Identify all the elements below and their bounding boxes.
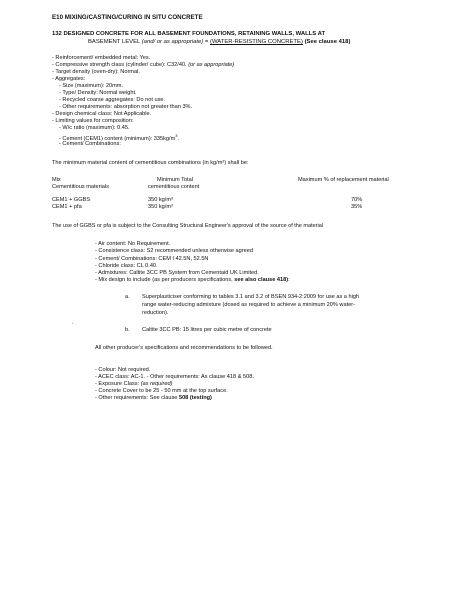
spec-line: - Aggregates: <box>52 76 86 82</box>
final-italic: (as required) <box>140 381 173 387</box>
spec-text: - Compressive strength class (cylinder/ cube): C32/40. <box>52 62 187 68</box>
final-text: - Other requirements: See clause <box>95 395 178 401</box>
list-item-b-line1: Caltite 3CC PB: 15 litres per cubic metre of concrete <box>142 327 272 333</box>
spec-line: - Reinforcement/ embedded metal: Yes. <box>52 55 151 61</box>
spec-subline: - Recycled coarse aggregates: Do not use. <box>59 97 166 103</box>
min-content-text: The minimum material content of cementitious combinations (in kg/m³) shall be: <box>52 160 249 166</box>
final-text: - Exposure Class: <box>95 381 140 387</box>
spec-subline: - Size (maximum): 20mm. <box>59 83 124 89</box>
spec-line: - Target density (oven-dry): Normal. <box>52 69 140 75</box>
clause-heading-pre: BASEMENT LEVEL <box>88 39 141 45</box>
spec-italic: (or as appropriate) <box>188 62 235 68</box>
table-header-min: Minimum Total <box>157 177 193 183</box>
spec-subline: - Other requirements: absorption not greater than 3%. <box>59 104 193 110</box>
table-cell-mix: CEM1 + GGBS <box>52 197 91 203</box>
ggbs-text: The use of GGBS or pfa is subject to the Consulting Structural Engineer's approval of the source of the material <box>52 223 323 229</box>
clause-heading-italic: (and/ or as appropriate) <box>141 39 204 45</box>
final-line <box>95 395 212 402</box>
table-header-mix: Mix <box>52 177 61 183</box>
spec-superscript: 3 <box>175 133 178 138</box>
additional-line: - Chloride class: CL 0.40. <box>95 263 158 269</box>
list-item-a-line1: Superplasticiser conforming to tables 3.1 and 3.2 of BSEN 934-2:2009 for use as a high <box>142 294 360 300</box>
producers-text: All other producer's specifications and recommendations to be followed. <box>95 345 273 351</box>
additional-line <box>95 277 290 284</box>
final-line: - Concrete Cover to be 25 - 50 mm at the top surface. <box>95 388 228 394</box>
additional-text: : <box>288 277 290 283</box>
table-cell-min: 350 kg/m³ <box>148 197 173 203</box>
document-title: E10 MIXING/CASTING/CURING IN SITU CONCRETE <box>52 14 203 21</box>
final-line: - Colour: Not required. <box>95 367 151 373</box>
table-cell-min: 350 kg/m³ <box>148 204 173 210</box>
spec-text: - Cement (CEM1) content (minimum): 335kg/m <box>59 135 176 142</box>
additional-line: - Air content: No Requirement. <box>95 241 171 247</box>
table-header-min-sub: cementitious content <box>148 184 200 190</box>
spec-subline: - Cement/ Combinations: <box>59 141 121 147</box>
spec-line: - Limiting values for composition: <box>52 118 134 124</box>
table-cell-max: 70% <box>351 197 363 203</box>
additional-line: - Admixtures: Caltite 3CC PB System from Cementaid UK Limited. <box>95 270 259 276</box>
list-item-a-line3: reduction). <box>142 310 169 316</box>
table-header-max: Maximum % of replacement material <box>298 177 389 183</box>
spec-text: . <box>177 135 180 142</box>
additional-line: - Consistence class: S2 recommended unless otherwise agreed <box>95 248 253 254</box>
table-cell-max: 35% <box>351 204 363 210</box>
final-bold: 508 (testing) <box>178 395 212 401</box>
clause-heading-underline: (WATER-RESISTING CONCRETE) <box>209 39 303 45</box>
spec-subline: - Type/ Density: Normal weight. <box>59 90 137 96</box>
additional-line: - Cement/ Combinations: CEM I 42.5N, 52.5N <box>95 256 209 262</box>
list-marker-a: a. <box>125 294 130 300</box>
clause-heading-eq: = <box>203 39 210 45</box>
clause-heading-line1: 132 DESIGNED CONCRETE FOR ALL BASEMENT FOUNDATIONS, RETAINING WALLS, WALLS AT <box>52 31 326 37</box>
clause-heading-line2 <box>88 39 350 47</box>
final-line: - ACEC class: AC-1. - Other requirements: As clause 418 & 508. <box>95 374 254 380</box>
list-marker-b: b. <box>125 327 130 333</box>
table-cell-mix: CEM1 + pfa <box>52 204 82 210</box>
spec-subline: - W/c ratio (maximum): 0.45. <box>59 125 130 131</box>
stray-dot: . <box>72 320 74 326</box>
additional-text: - Mix design to include (as per producers specifications, <box>95 277 233 283</box>
table-header-mix-sub: Cementitious materials <box>52 184 109 190</box>
clause-heading-bold: (See clause 418) <box>304 39 351 45</box>
list-item-a-line2: range water-reducing admixture (dosed as required to achieve a minimum 20% water- <box>142 302 355 308</box>
spec-line: - Design chemical class: Not Applicable. <box>52 111 152 117</box>
additional-bold: see also clause 418) <box>234 277 289 283</box>
